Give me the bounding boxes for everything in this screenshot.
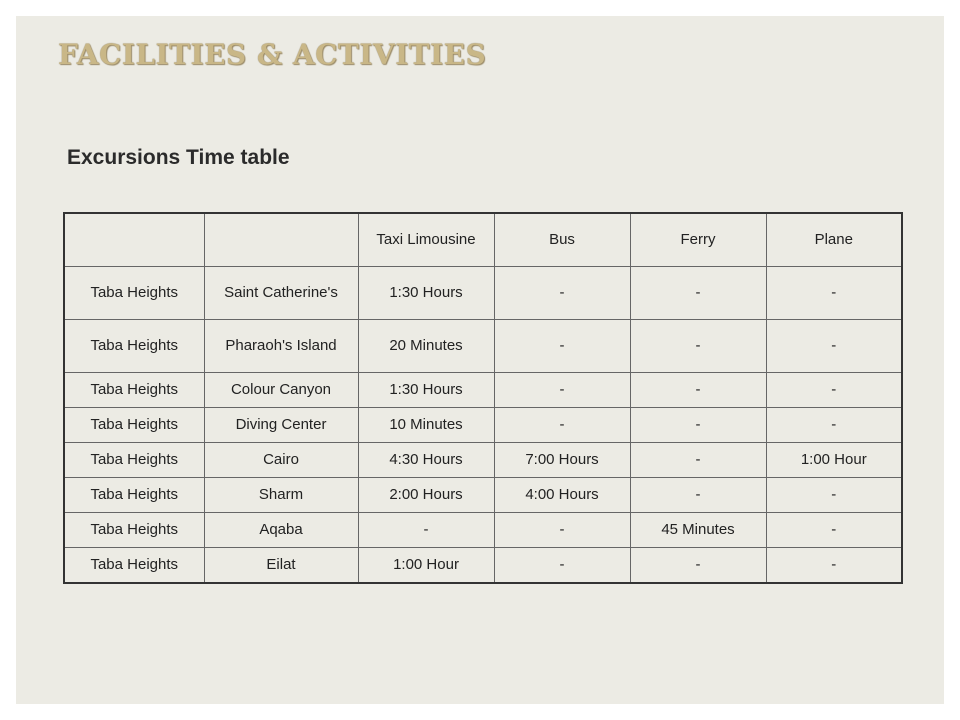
cell-origin: Taba Heights: [64, 267, 204, 320]
cell-destination: Eilat: [204, 548, 358, 584]
cell-origin: Taba Heights: [64, 373, 204, 408]
cell-taxi: 1:30 Hours: [358, 267, 494, 320]
cell-origin: Taba Heights: [64, 408, 204, 443]
cell-plane: -: [766, 267, 902, 320]
cell-destination: Colour Canyon: [204, 373, 358, 408]
cell-plane: -: [766, 548, 902, 584]
table-row: [64, 408, 902, 443]
cell-bus: -: [494, 513, 630, 548]
table-row: [64, 320, 902, 373]
cell-plane: -: [766, 373, 902, 408]
cell-bus: -: [494, 373, 630, 408]
cell-destination: Diving Center: [204, 408, 358, 443]
cell-ferry: -: [630, 320, 766, 373]
section-heading: Excursions Time table: [67, 146, 290, 169]
header-bus: Bus: [494, 213, 630, 267]
header-origin: [64, 213, 204, 267]
table-row: [64, 478, 902, 513]
cell-plane: 1:00 Hour: [766, 443, 902, 478]
cell-taxi: 10 Minutes: [358, 408, 494, 443]
slide-title: FACILITIES & ACTIVITIES: [58, 38, 487, 71]
table-header-row: [64, 213, 902, 267]
cell-plane: -: [766, 320, 902, 373]
excursions-timetable: [63, 212, 903, 584]
cell-taxi: 1:30 Hours: [358, 373, 494, 408]
cell-bus: -: [494, 267, 630, 320]
cell-bus: 4:00 Hours: [494, 478, 630, 513]
cell-taxi: 1:00 Hour: [358, 548, 494, 584]
table-row: [64, 548, 902, 584]
cell-ferry: -: [630, 267, 766, 320]
cell-ferry: 45 Minutes: [630, 513, 766, 548]
cell-taxi: 20 Minutes: [358, 320, 494, 373]
cell-ferry: -: [630, 478, 766, 513]
cell-origin: Taba Heights: [64, 513, 204, 548]
cell-origin: Taba Heights: [64, 548, 204, 584]
cell-taxi: 4:30 Hours: [358, 443, 494, 478]
cell-origin: Taba Heights: [64, 443, 204, 478]
cell-destination: Sharm: [204, 478, 358, 513]
table-row: [64, 513, 902, 548]
cell-destination: Saint Catherine's: [204, 267, 358, 320]
cell-origin: Taba Heights: [64, 478, 204, 513]
cell-bus: -: [494, 548, 630, 584]
cell-bus: -: [494, 320, 630, 373]
cell-bus: -: [494, 408, 630, 443]
slide: [16, 16, 944, 704]
table-row: [64, 267, 902, 320]
cell-bus: 7:00 Hours: [494, 443, 630, 478]
table-row: [64, 443, 902, 478]
table-row: [64, 373, 902, 408]
cell-ferry: -: [630, 373, 766, 408]
cell-ferry: -: [630, 548, 766, 584]
cell-ferry: -: [630, 443, 766, 478]
cell-plane: -: [766, 478, 902, 513]
cell-origin: Taba Heights: [64, 320, 204, 373]
cell-destination: Aqaba: [204, 513, 358, 548]
cell-plane: -: [766, 408, 902, 443]
cell-taxi: 2:00 Hours: [358, 478, 494, 513]
header-plane: Plane: [766, 213, 902, 267]
cell-destination: Cairo: [204, 443, 358, 478]
cell-destination: Pharaoh's Island: [204, 320, 358, 373]
cell-taxi: -: [358, 513, 494, 548]
header-destination: [204, 213, 358, 267]
header-taxi-limousine: Taxi Limousine: [358, 213, 494, 267]
cell-plane: -: [766, 513, 902, 548]
cell-ferry: -: [630, 408, 766, 443]
header-ferry: Ferry: [630, 213, 766, 267]
